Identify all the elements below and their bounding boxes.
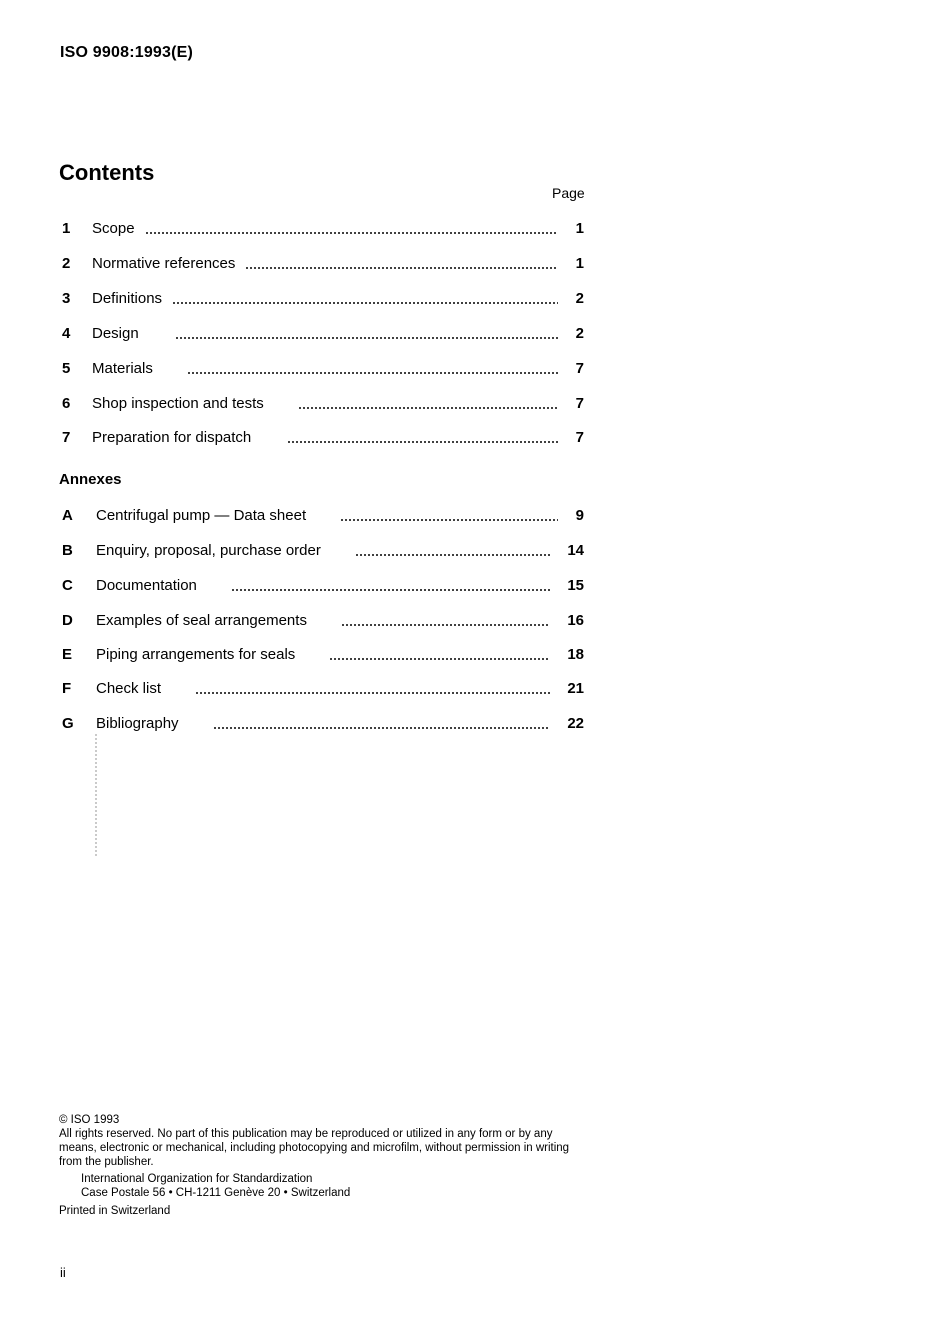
copyright-notice: [59, 1113, 589, 1218]
toc-entry-title: Normative references: [92, 254, 236, 272]
annex-page: 18: [567, 645, 584, 663]
annex-letter: G: [62, 714, 74, 732]
annex-letter: C: [62, 576, 73, 594]
toc-entry-number: 4: [62, 324, 71, 342]
leader-dots: [195, 692, 550, 694]
annex-entry[interactable]: [62, 610, 584, 630]
toc-entry[interactable]: [62, 393, 584, 413]
org-address: Case Postale 56 • CH-1211 Genève 20 • Switzerland: [81, 1187, 351, 1199]
toc-entry-title: Materials: [92, 359, 153, 377]
toc-entry-page: 2: [575, 324, 584, 342]
scan-artifact-dots: [95, 733, 97, 858]
annex-title: Examples of seal arrangements: [96, 611, 307, 629]
rights-statement: All rights reserved. No part of this publication may be reproduced or utilized in any form or by any means, electronic or mechanical, including photocopying and microfilm, without permission in writing from the publisher.: [59, 1128, 570, 1168]
toc-entry-title: Shop inspection and tests: [92, 394, 264, 412]
toc-entry[interactable]: [62, 288, 584, 308]
toc-entry-number: 2: [62, 254, 71, 272]
toc-entry-page: 1: [575, 254, 584, 272]
toc-entry-title: Preparation for dispatch: [92, 428, 252, 446]
org-name: International Organization for Standardization: [81, 1173, 313, 1185]
annex-page: 16: [567, 611, 584, 629]
annex-title: Centrifugal pump — Data sheet: [96, 506, 307, 524]
toc-entry-title: Design: [92, 324, 139, 342]
toc-entry-title: Scope: [92, 219, 135, 237]
annex-letter: A: [62, 506, 73, 524]
annex-page: 14: [567, 541, 584, 559]
toc-entry-number: 6: [62, 394, 71, 412]
copyright-line: © ISO 1993: [59, 1114, 120, 1126]
annex-page: 21: [567, 679, 584, 697]
annex-letter: B: [62, 541, 73, 559]
leader-dots: [175, 337, 558, 339]
toc-entry-number: 7: [62, 428, 71, 446]
toc-entry-page: 1: [575, 219, 584, 237]
annex-title: Documentation: [96, 576, 197, 594]
annex-page: 22: [567, 714, 584, 732]
page-column-label: Page: [552, 185, 585, 201]
annex-title: Piping arrangements for seals: [96, 645, 296, 663]
annex-page: 9: [575, 506, 584, 524]
toc-entry-page: 7: [575, 359, 584, 377]
leader-dots: [329, 658, 550, 660]
toc-entry[interactable]: [62, 427, 584, 447]
toc-entry[interactable]: [62, 253, 584, 273]
page-number: ii: [60, 1265, 66, 1280]
leader-dots: [172, 302, 558, 304]
toc-entry-number: 5: [62, 359, 71, 377]
toc-entry[interactable]: [62, 358, 584, 378]
annexes-title: Annexes: [59, 471, 122, 488]
annex-letter: E: [62, 645, 73, 663]
annex-letter: F: [62, 679, 72, 697]
leader-dots: [245, 267, 558, 269]
annex-title: Bibliography: [96, 714, 179, 732]
annex-entry[interactable]: [62, 678, 584, 698]
leader-dots: [298, 407, 558, 409]
printed-in: Printed in Switzerland: [59, 1205, 171, 1217]
leader-dots: [287, 441, 558, 443]
toc-entry[interactable]: [62, 218, 584, 238]
toc-entry-page: 2: [575, 289, 584, 307]
document-id: ISO 9908:1993(E): [60, 44, 194, 61]
contents-title: Contents: [59, 160, 155, 185]
annex-entry[interactable]: [62, 540, 584, 560]
leader-dots: [145, 232, 558, 234]
annex-entry[interactable]: [62, 505, 584, 525]
toc-entry[interactable]: [62, 323, 584, 343]
leader-dots: [213, 727, 550, 729]
leader-dots: [187, 372, 558, 374]
annex-entry[interactable]: [62, 575, 584, 595]
toc-entry-number: 3: [62, 289, 71, 307]
annex-title: Enquiry, proposal, purchase order: [96, 541, 321, 559]
leader-dots: [231, 589, 550, 591]
leader-dots: [340, 519, 558, 521]
leader-dots: [355, 554, 550, 556]
annex-letter: D: [62, 611, 73, 629]
leader-dots: [341, 624, 550, 626]
toc-entry-page: 7: [575, 394, 584, 412]
annex-title: Check list: [96, 679, 162, 697]
annex-entry[interactable]: [62, 644, 584, 664]
toc-entry-page: 7: [575, 428, 584, 446]
toc-entry-title: Definitions: [92, 289, 163, 307]
annex-page: 15: [567, 576, 584, 594]
annex-entry[interactable]: [62, 713, 584, 733]
toc-entry-number: 1: [62, 219, 71, 237]
